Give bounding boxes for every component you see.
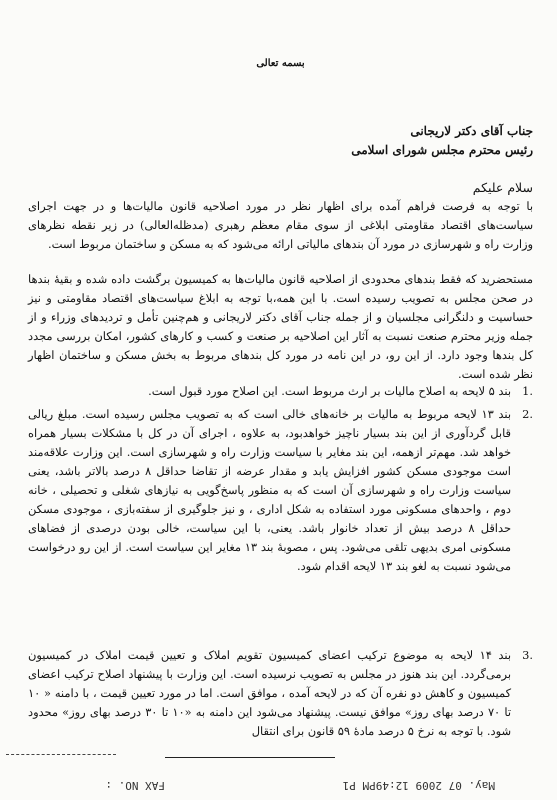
- list-item: [28, 382, 533, 401]
- recipient-title: رئیس محترم مجلس شورای اسلامی: [351, 143, 533, 157]
- salutation: سلام علیکم: [472, 180, 533, 195]
- fax-header-strip: [0, 776, 557, 792]
- list-item-text: بند ۵ لایحه به اصلاح مالیات بر ارث مربوط است. این اصلاح مورد قبول است.: [148, 384, 511, 398]
- paragraph-intro: با توجه به فرصت فراهم آمده برای اظهار نظر در مورد اصلاحیه قانون مالیات‌ها و در جهت اجرای سیاست‌های اقتصاد مقاومتی ابلاغی از سوی مقام معظم رهبری (مدظله‌العالی) در زیر نقطه نظرهای وزارت راه و شهرسازی در مورد آن بندهای مالیاتی ارائه می‌شود که به مسکن و ساختمان مربوط است.: [28, 199, 533, 251]
- bismillah-header: بسمه تعالی: [256, 58, 305, 69]
- list-item-number: .2: [522, 407, 533, 421]
- list-item-number: .3: [522, 648, 533, 662]
- paragraph-context: مستحضرید که فقط بندهای محدودی از اصلاحیه قانون مالیات‌ها به کمیسیون برگشت داده شده و بقیهٔ بندها در صحن مجلس به تصویب رسیده است. با این همه،با توجه به ابلاغ سیاست‌های اقتصاد مقاومتی و نیز حساسیت و دلنگرانی مجلسیان و از جمله جناب آقای دکتر لاریجانی و هم‌چنین تأمل و تردیدهای وزراء و از جمله وزیر محترم صنعت نسبت به آثار این اصلاحیه بر صنعت و کسب و کارهای کشور، امکان بررسی مجدد کل بندها وجود دارد. از این رو، در این نامه در مورد کل بندهای مربوط به بخش مسکن و ساختمان اظهار نظر شده است.: [28, 272, 533, 381]
- dashed-mark: [6, 754, 116, 755]
- handwritten-underline: [165, 756, 335, 758]
- list-item-number: .1: [522, 384, 533, 398]
- fax-timestamp: May. 07 2009 12:49PM P1: [342, 779, 495, 792]
- fax-number-label: FAX NO. :: [105, 779, 165, 792]
- letter-body: [28, 0, 533, 800]
- list-item-text: بند ۱۳ لایحه مربوط به مالیات بر خانه‌های خالی است که به تصویب مجلس رسیده است. مبلغ ریالی قابل گردآوری از این بند بسیار ناچیز خواهد‌بود، به علاوه ، اجرای آن در کل با مشکلات بسیار همراه خواهد شد. مهم‌تر ازهمه، این بند مغایر با سیاست وزارت راه و شهرسازی است. این وزارت علاقه‌مند است موجودی مسکن کشور افزایش یابد و مقدار عرضه از تقاضا حداقل ۸ درصد بالاتر باشد، یعنی سیاست وزارت راه و شهرسازی آن است که به منظور پاسخ‌گویی به نیازهای شغلی و تحصیلی ، خانه دوم ، واحدهای مسکونی مورد استفاده به شکل اداری ، و نیز جلوگیری از سفته‌بازی ، موجودی مسکن حداقل ۸ درصد بیش از تعداد خانوار باشد. یعنی، با این سیاست، خالی بودن درصدی از فضاهای مسکونی امری بدیهی تلقی می‌شود. پس ، مصوبهٔ بند ۱۳ مغایر این سیاست است. از این رو درخواست می‌شود نسبت به لغو بند ۱۳ لایحه اقدام شود.: [28, 407, 511, 573]
- list-item: [28, 405, 533, 576]
- list-item-text: بند ۱۴ لایحه به موضوع ترکیب اعضای کمیسیون تقویم املاک و تعیین قیمت املاک در کمیسیون برمی‌گردد. این بند هنوز در مجلس به تصویب نرسیده است. این وزارت با پیشنهاد اصلاح ترکیب اعضای کمیسیون و کاهش دو نفره آن که در لایحه آمده ، موافق است. اما در مورد تعیین قیمت ، با دامنه « ۱۰ تا ۷۰ درصد بهای روز» موافق نیست. پیشنهاد می‌شود این دامنه به «۱۰ تا ۳۰ درصد بهای روز» محدود شود. با توجه به نرخ ۵ درصد مادهٔ ۵۹ قانون برای انتقال: [28, 648, 511, 738]
- list-item: [28, 646, 533, 741]
- recipient-name: جناب آقای دکتر لاریجانی: [410, 124, 533, 138]
